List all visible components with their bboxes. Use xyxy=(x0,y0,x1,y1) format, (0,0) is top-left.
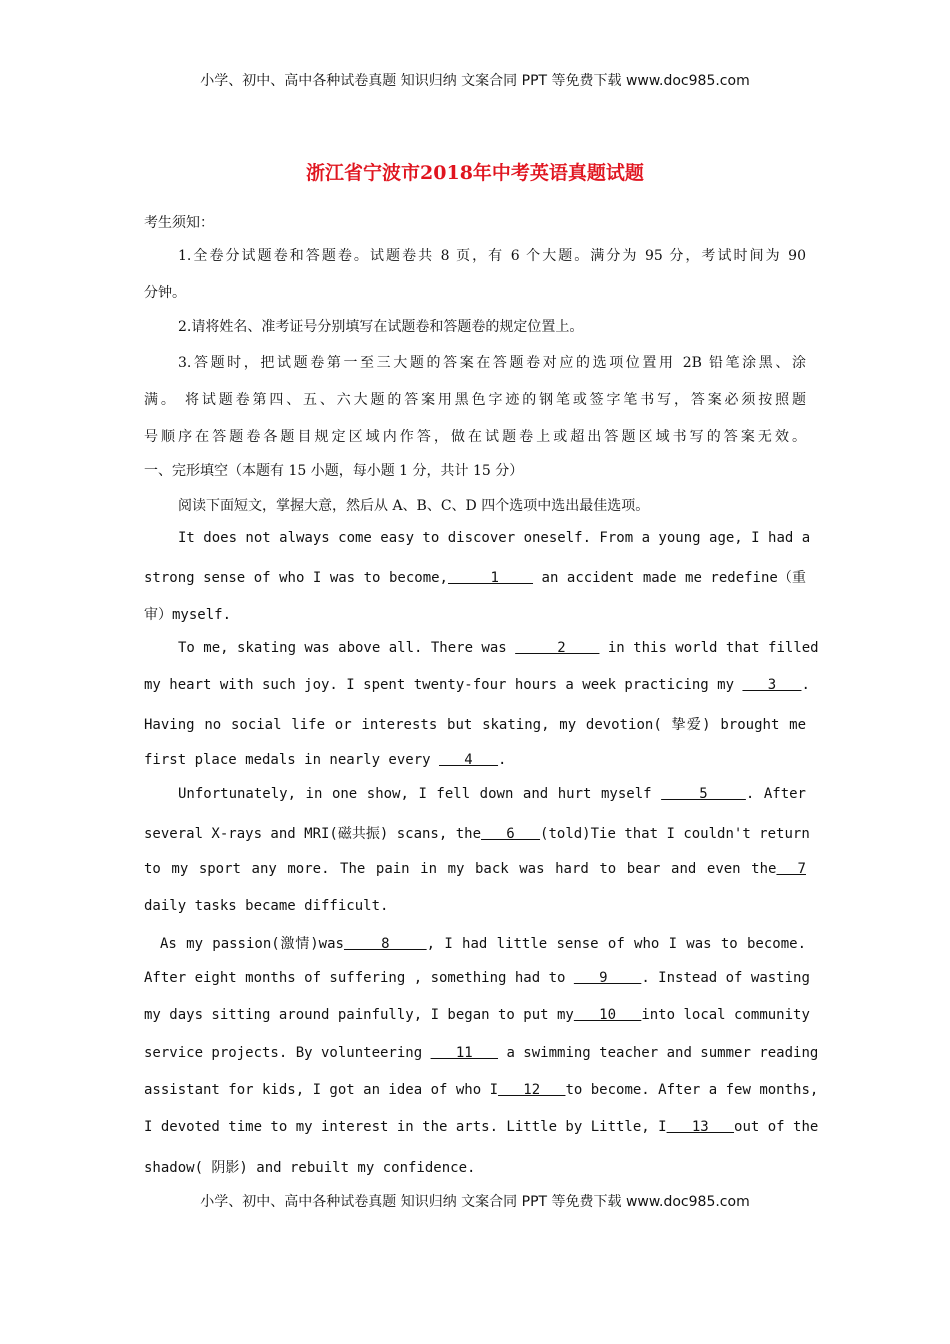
notice-item-2: 2.请将姓名、准考证号分别填写在试题卷和答题卷的规定位置上。 xyxy=(178,319,584,335)
blank-5: 5 xyxy=(661,786,746,802)
passage-line: To me, skating was above all. There was 2 in this world that filled xyxy=(178,640,819,656)
notice-item-3: 3.答题时，把试题卷第一至三大题的答案在答题卷对应的选项位置用 2B 铅笔涂黑、涂 xyxy=(178,355,806,371)
passage-line: service projects. By volunteering 11 a swimming teacher and summer reading xyxy=(144,1045,819,1061)
section-instruction: 阅读下面短文，掌握大意，然后从 A、B、C、D 四个选项中选出最佳选项。 xyxy=(178,498,650,514)
notice-item-3-cont-1: 满。 将试题卷第四、五、六大题的答案用黑色字迹的钢笔或签字笔书写，答案必须按照题 xyxy=(144,392,806,408)
passage-line: to my sport any more. The pain in my back was hard to bear and even the 7 xyxy=(144,861,806,877)
passage-line: first place medals in nearly every 4 . xyxy=(144,752,507,768)
passage-line: Unfortunately, in one show, I fell down and hurt myself 5 . After xyxy=(178,786,806,802)
blank-8: 8 xyxy=(343,936,427,952)
blank-11: 11 xyxy=(430,1045,499,1061)
passage-line: As my passion(激情)was 8 , I had little sense of who I was to become. xyxy=(160,936,807,952)
passage-line: I devoted time to my interest in the arts. Little by Little, I 13 out of the xyxy=(144,1119,819,1135)
passage-line: assistant for kids, I got an idea of who I 12 to become. After a few months, xyxy=(144,1082,819,1098)
notice-item-3-cont-2: 号顺序在答题卷各题目规定区域内作答，做在试题卷上或超出答题区域书写的答案无效。 xyxy=(144,429,806,445)
blank-7: 7 xyxy=(776,861,806,877)
blank-9: 9 xyxy=(573,970,642,986)
page-title: 浙江省宁波市2018年中考英语真题试题 xyxy=(306,162,644,184)
notice-heading: 考生须知： xyxy=(144,215,214,231)
passage-line: strong sense of who I was to become, 1 an accident made me redefine（重 xyxy=(144,570,807,586)
passage-line: shadow( 阴影) and rebuilt my confidence. xyxy=(144,1160,476,1176)
passage-line: my days sitting around painfully, I began to put my 10 into local community xyxy=(144,1007,810,1023)
page-header: 小学、初中、高中各种试卷真题 知识归纳 文案合同 PPT 等免费下载 www.doc985.com xyxy=(200,73,750,89)
passage-line: my heart with such joy. I spent twenty-four hours a week practicing my 3 . xyxy=(144,677,810,693)
passage-line: daily tasks became difficult. xyxy=(144,898,389,914)
section-heading: 一、完形填空（本题有 15 小题，每小题 1 分，共计 15 分） xyxy=(144,463,524,479)
blank-12: 12 xyxy=(498,1082,566,1098)
blank-3: 3 xyxy=(742,677,802,693)
blank-1: 1 xyxy=(448,570,534,586)
blank-6: 6 xyxy=(481,826,541,842)
passage-line: 审）myself. xyxy=(144,607,232,623)
blank-4: 4 xyxy=(439,752,499,768)
passage-line: Having no social life or interests but skating, my devotion( 挚爱) brought me xyxy=(144,717,806,733)
passage-line: several X-rays and MRI(磁共振) scans, the 6 (told)Tie that I couldn't return xyxy=(144,826,810,842)
page-footer: 小学、初中、高中各种试卷真题 知识归纳 文案合同 PPT 等免费下载 www.doc985.com xyxy=(200,1194,750,1210)
blank-2: 2 xyxy=(515,640,600,656)
blank-10: 10 xyxy=(573,1007,642,1023)
notice-item-1-cont: 分钟。 xyxy=(144,285,186,301)
notice-item-1: 1.全卷分试题卷和答题卷。试题卷共 8 页，有 6 个大题。满分为 95 分，考试时间为 90 xyxy=(178,248,806,264)
passage-line: It does not always come easy to discover oneself. From a young age, I had a xyxy=(178,530,811,546)
blank-13: 13 xyxy=(666,1119,735,1135)
passage-line: After eight months of suffering , something had to 9 . Instead of wasting xyxy=(144,970,810,986)
